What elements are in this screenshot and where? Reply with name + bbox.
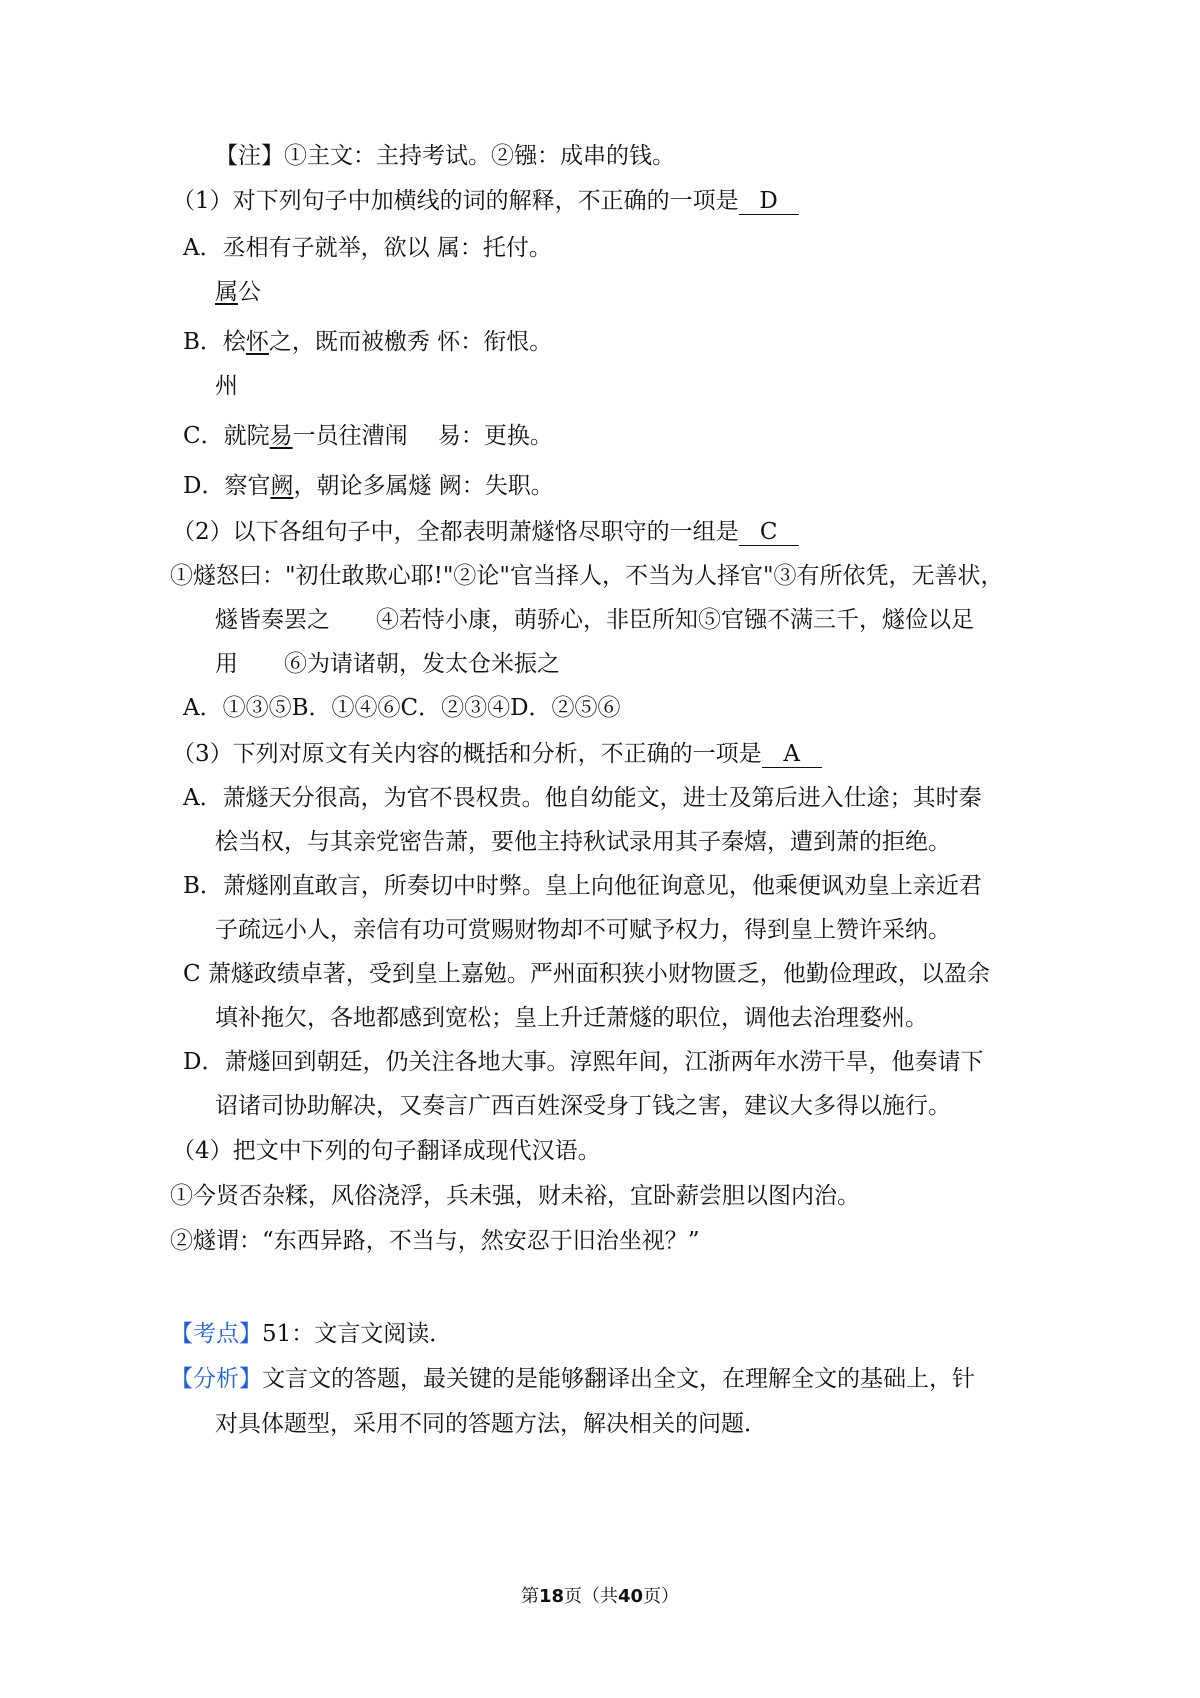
fenxi-text-2: 对具体题型，采用不同的答题方法，解决相关的问题．: [215, 1411, 767, 1437]
q3-option-c-2: 填补拖欠，各地都感到宽松；皇上升迁萧燧的职位，调他去治理婺州。: [215, 1005, 928, 1031]
q3-option-a-2: 桧当权，与其亲党密告萧，要他主持秋试录用其子秦熺，遭到萧的拒绝。: [215, 829, 951, 855]
q3-option-b-1: B．萧燧刚直敢言，所奏切中时弊。皇上向他征询意见，他乘便讽劝皇上亲近君: [183, 873, 982, 899]
q2-answer: C: [739, 519, 799, 546]
q3-option-a-1: A．萧燧天分很高，为官不畏权贵。他自幼能文，进士及第后进入仕途；其时秦: [183, 785, 982, 811]
q2-line-3: 用 ⑥为请诸朝，发太仓米振之: [215, 651, 560, 677]
kaodian-text: 51：文言文阅读．: [262, 1321, 453, 1347]
fenxi-text-1: 文言文的答题，最关键的是能够翻译出全文，在理解全文的基础上，针: [262, 1366, 975, 1392]
q2-options: A．①③⑤B．①④⑥C．②③④D．②⑤⑥: [183, 695, 621, 721]
q1-question: [172, 185, 799, 217]
q2-line-1: ①燧怒曰："初仕敢欺心耶!"②论"官当择人，不当为人择官"③有所依凭，无善状，: [170, 563, 1004, 589]
q1-option-c: C．就院易一员往漕闱 易：更换。: [183, 423, 553, 449]
q2-question: [172, 516, 799, 548]
q3-answer: A: [762, 741, 822, 768]
q1-option-b-cont: 州: [215, 373, 238, 399]
note: 【注】①主文：主持考试。②镪：成串的钱。: [215, 143, 675, 169]
page-footer: 第18页（共40页）: [520, 1586, 680, 1607]
q3-option-c-1: C 萧燧政绩卓著，受到皇上嘉勉。严州面积狭小财物匮乏，他勤俭理政，以盈余: [183, 961, 990, 987]
q3-stem: （3）下列对原文有关内容的概括和分析，不正确的一项是: [172, 741, 762, 767]
fenxi-label: 【分析】: [170, 1366, 262, 1392]
current-page: 18: [538, 1586, 564, 1607]
fenxi: [170, 1363, 975, 1395]
q1-option-a-cont: 属公: [215, 279, 261, 305]
q4-sentence-2: ②燧谓：“东西异路，不当与，然安忍于旧治坐视？”: [170, 1228, 700, 1254]
q1-answer: D: [739, 188, 799, 215]
total-pages: 40: [618, 1586, 644, 1607]
q2-line-2: 燧皆奏罢之 ④若恃小康，萌骄心，非臣所知⑤官镪不满三千，燧俭以足: [215, 607, 974, 633]
q1-stem: （1）对下列句子中加横线的词的解释，不正确的一项是: [172, 188, 739, 214]
q3-question: [172, 738, 822, 770]
q2-stem: （2）以下各组句子中，全都表明萧燧恪尽职守的一组是: [172, 519, 739, 545]
q4-stem: （4）把文中下列的句子翻译成现代汉语。: [172, 1138, 601, 1164]
kaodian: [170, 1318, 452, 1350]
q3-option-d-1: D．萧燧回到朝廷，仍关注各地大事。淳熙年间，江浙两年水涝干旱，他奏请下: [183, 1049, 984, 1075]
q4-sentence-1: ①今贤否杂糅，风俗浇浮，兵未强，财未裕，宜卧薪尝胆以图内治。: [170, 1183, 860, 1209]
q1-option-b: B．桧怀之，既而被檄秀 怀：衔恨。: [183, 329, 553, 355]
q3-option-b-2: 子疏远小人，亲信有功可赏赐财物却不可赋予权力，得到皇上赞许采纳。: [215, 917, 951, 943]
q1-option-a: A．丞相有子就举，欲以 属：托付。: [183, 235, 552, 261]
q1-option-d: D．察官阙，朝论多属燧 阙：失职。: [183, 473, 554, 499]
q3-option-d-2: 诏诸司协助解决，又奏言广西百姓深受身丁钱之害，建议大多得以施行。: [215, 1093, 951, 1119]
kaodian-label: 【考点】: [170, 1321, 262, 1347]
